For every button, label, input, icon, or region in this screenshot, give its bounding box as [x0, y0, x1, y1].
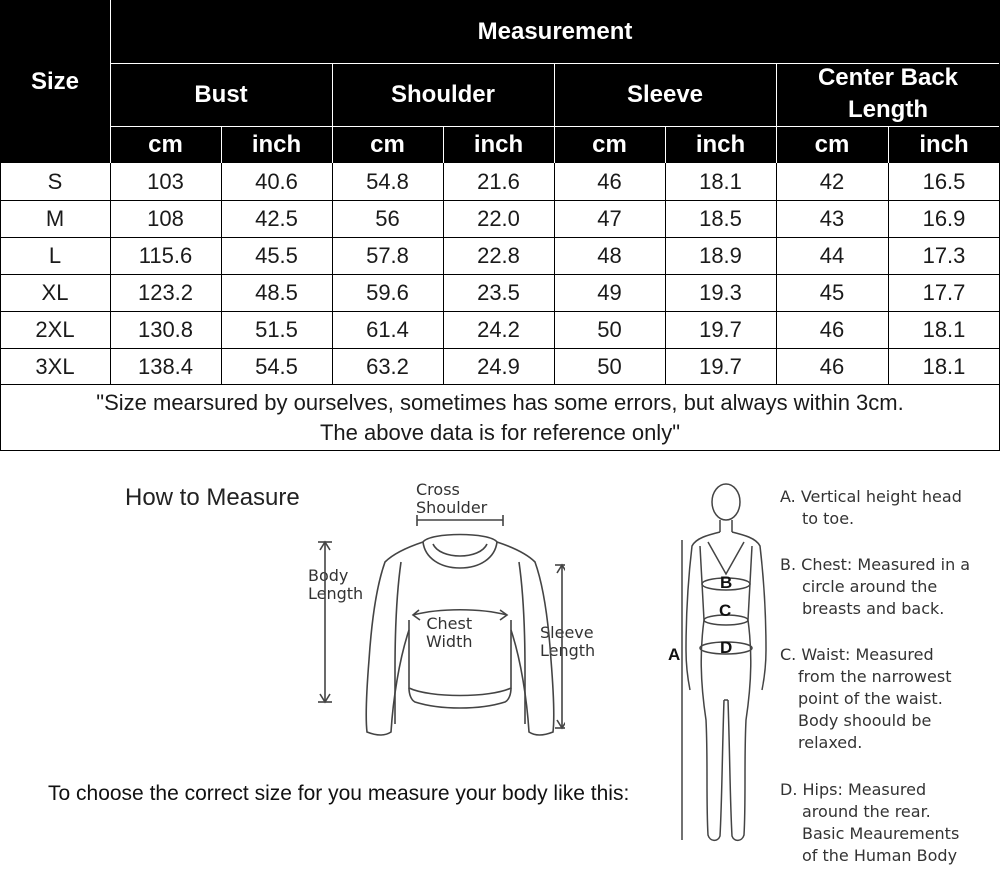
value-cell: 24.2: [477, 316, 520, 342]
header-divider: [888, 126, 889, 163]
note-line: D. Hips: Measured: [780, 780, 927, 799]
size-cell: 3XL: [35, 353, 75, 379]
value-cell: 43: [819, 205, 845, 231]
value-cell: 48: [597, 242, 622, 268]
note-c: [780, 644, 995, 754]
value-cell: 57.8: [366, 242, 409, 268]
value-cell: 48.5: [255, 279, 298, 305]
measurement-header: [110, 0, 1000, 64]
note-line: B. Chest: Measured in a: [780, 555, 971, 574]
column-divider: [776, 163, 777, 385]
value-cell: 22.0: [477, 205, 520, 231]
value-cell: 123.2: [137, 279, 194, 305]
unit-header-cell: inch: [888, 126, 1000, 163]
note-line: breasts and back.: [802, 599, 945, 618]
value-cell: 19.7: [699, 353, 742, 379]
value-cell: 54.5: [255, 353, 298, 379]
table-border: [0, 450, 1000, 451]
value-cell: 45.5: [255, 242, 298, 268]
size-header: [0, 0, 110, 163]
label-line: Length: [540, 641, 596, 660]
note-line: around the rear.: [802, 802, 931, 821]
value-cell: 18.1: [922, 316, 966, 342]
value-cell: 18.1: [922, 353, 966, 379]
size-cell: S: [47, 168, 63, 194]
value-cell: 50: [597, 353, 622, 379]
column-divider: [221, 163, 222, 385]
group-label: Center Back Length: [817, 64, 959, 123]
value-cell: 56: [375, 205, 400, 231]
value-cell: 19.3: [699, 279, 742, 305]
note-b: [780, 554, 995, 620]
label-line: Chest: [426, 614, 473, 633]
unit-header-cell: inch: [221, 126, 332, 163]
value-cell: 17.3: [922, 242, 966, 268]
unit-header-cell: cm: [554, 126, 665, 163]
group-header-sleeve: [554, 64, 776, 126]
header-divider: [110, 0, 111, 163]
value-cell: 59.6: [366, 279, 409, 305]
note-a: [780, 486, 995, 530]
value-cell: 16.5: [922, 168, 966, 194]
footnote-line-2: The above data is for reference only": [319, 420, 680, 445]
label-line: Cross: [416, 480, 460, 499]
note-line: of the Human Body: [802, 846, 958, 865]
value-cell: 108: [147, 205, 184, 231]
value-cell: 21.6: [477, 168, 520, 194]
value-cell: 18.1: [699, 168, 742, 194]
label-line: Sleeve: [540, 623, 594, 642]
value-cell: 61.4: [366, 316, 409, 342]
note-line: C. Waist: Measured: [780, 645, 934, 664]
header-divider: [332, 64, 333, 163]
note-line: Basic Meaurements: [802, 824, 960, 843]
value-cell: 44: [819, 242, 845, 268]
column-divider: [665, 163, 666, 385]
how-to-measure-title: How to Measure: [125, 484, 300, 511]
size-cell: L: [48, 242, 62, 268]
column-divider: [443, 163, 444, 385]
unit-header-cell: cm: [776, 126, 888, 163]
value-cell: 45: [819, 279, 845, 305]
unit-header-cell: cm: [110, 126, 221, 163]
value-cell: 19.7: [699, 316, 742, 342]
note-line: A. Vertical height head: [780, 487, 962, 506]
note-d: [780, 779, 995, 867]
note-line: Body shoould be: [798, 711, 932, 730]
value-cell: 130.8: [137, 316, 194, 342]
letter-c: C: [719, 601, 732, 620]
unit-header-cell: inch: [443, 126, 554, 163]
table-border: [0, 0, 1, 451]
value-cell: 51.5: [255, 316, 298, 342]
value-cell: 138.4: [137, 353, 194, 379]
value-cell: 42: [819, 168, 845, 194]
value-cell: 18.9: [699, 242, 742, 268]
header-divider: [110, 63, 1000, 64]
value-cell: 54.8: [366, 168, 409, 194]
column-divider: [554, 163, 555, 385]
size-cell: 2XL: [35, 316, 75, 342]
header-divider: [443, 126, 444, 163]
column-divider: [110, 163, 111, 385]
value-cell: 42.5: [255, 205, 298, 231]
letter-d: D: [720, 638, 733, 657]
size-header-label: Size: [30, 67, 80, 95]
unit-header-cell: inch: [665, 126, 776, 163]
footnote-line-1: "Size mearsured by ourselves, sometimes has some errors, but always within 3cm.: [96, 390, 904, 415]
value-cell: 103: [147, 168, 184, 194]
note-line: circle around the: [802, 577, 938, 596]
row-divider: [0, 384, 1000, 385]
header-divider: [221, 126, 222, 163]
label-line: Length: [308, 584, 364, 603]
header-divider: [665, 126, 666, 163]
letter-b: B: [720, 573, 733, 592]
group-label: Shoulder: [390, 81, 495, 108]
value-cell: 50: [597, 316, 622, 342]
header-divider: [776, 64, 777, 163]
value-cell: 49: [597, 279, 622, 305]
value-cell: 115.6: [138, 242, 193, 268]
note-line: point of the waist.: [798, 689, 943, 708]
group-header-bust: [110, 64, 332, 126]
measure-instruction: To choose the correct size for you measure your body like this:: [48, 782, 630, 805]
value-cell: 23.5: [477, 279, 520, 305]
value-cell: 17.7: [922, 279, 966, 305]
sweater-illustration: [305, 510, 565, 750]
value-cell: 18.5: [699, 205, 742, 231]
label-line: Shoulder: [416, 498, 488, 517]
value-cell: 22.8: [477, 242, 520, 268]
value-cell: 63.2: [366, 353, 409, 379]
note-line: from the narrowest: [798, 667, 952, 686]
unit-header-cell: cm: [332, 126, 443, 163]
value-cell: 16.9: [922, 205, 966, 231]
letter-a: A: [668, 645, 681, 664]
value-cell: 46: [597, 168, 622, 194]
size-cell: M: [45, 205, 65, 231]
measurement-header-label: Measurement: [477, 18, 633, 45]
header-divider: [110, 126, 1000, 127]
value-cell: 46: [819, 316, 845, 342]
value-cell: 47: [597, 205, 622, 231]
group-header-shoulder: [332, 64, 554, 126]
body-figure-illustration: [678, 480, 788, 850]
group-label: Sleeve: [626, 81, 704, 108]
label-line: Body: [308, 566, 349, 585]
note-line: relaxed.: [798, 733, 863, 752]
value-cell: 46: [819, 353, 845, 379]
value-cell: 40.6: [255, 168, 298, 194]
table-footnote: [0, 388, 1000, 448]
value-cell: 24.9: [477, 353, 520, 379]
column-divider: [332, 163, 333, 385]
label-line: Width: [426, 632, 473, 651]
column-divider: [888, 163, 889, 385]
size-cell: XL: [41, 279, 69, 305]
group-label: Bust: [194, 81, 248, 108]
header-divider: [554, 64, 555, 163]
group-header-center-back-length: [776, 62, 1000, 126]
note-line: to toe.: [802, 509, 855, 528]
